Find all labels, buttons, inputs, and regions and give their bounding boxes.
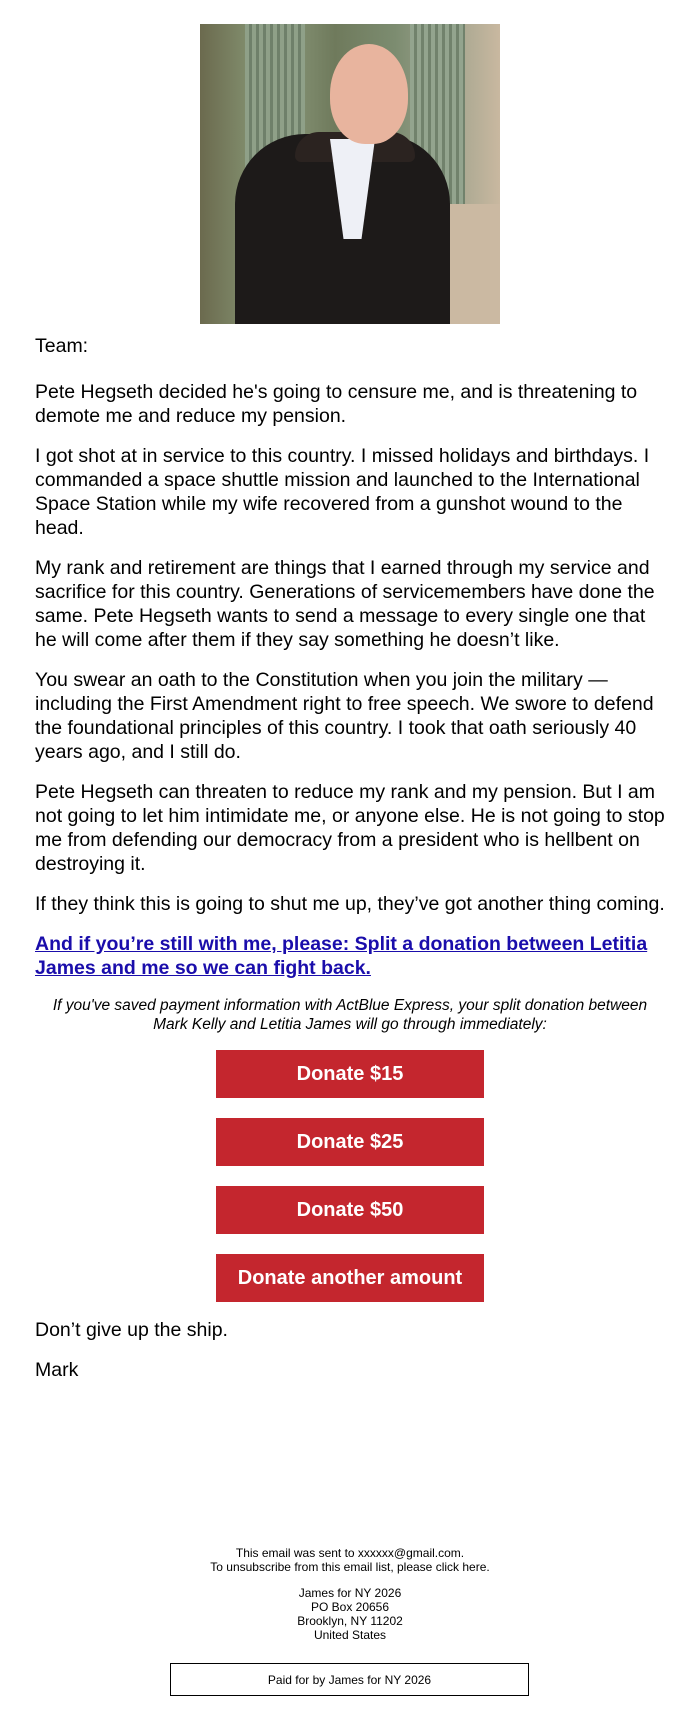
donate-25-button[interactable]: Donate $25 <box>216 1118 484 1166</box>
donate-buttons <box>35 1050 665 1302</box>
paid-for-disclaimer: Paid for by James for NY 2026 <box>170 1663 529 1696</box>
address-line: James for NY 2026 <box>298 1586 402 1600</box>
paragraph: You swear an oath to the Constitution when you join the military — including the First Amendment right to free speech. We swore to defend the foundational principles of this country. I took that oath seriously 40 years ago, and I still do. <box>35 669 654 763</box>
paragraph: Pete Hegseth decided he's going to censure me, and is threatening to demote me and reduce my pension. <box>35 381 638 427</box>
greeting: Team: <box>35 335 89 357</box>
address-line: Brooklyn, NY 11202 <box>297 1614 403 1628</box>
paragraph: I got shot at in service to this country. I missed holidays and birthdays. I commanded a space shuttle mission and launched to the International Space Station while my wife recovered from a gunshot wound to the head. <box>35 445 650 539</box>
paragraph: My rank and retirement are things that I earned through my service and sacrifice for this country. Generations of servicemembers have done the same. Pete Hegseth wants to send a message to every single one that he will come after them if they say something he doesn’t like. <box>35 557 655 651</box>
candidate-photo <box>200 24 500 324</box>
donate-other-button[interactable]: Donate another amount <box>216 1254 484 1302</box>
paragraph: If they think this is going to shut me up, they’ve got another thing coming. <box>35 893 665 915</box>
email-body <box>35 334 665 1398</box>
email-footer <box>0 1546 700 1654</box>
address-line: PO Box 20656 <box>310 1600 390 1614</box>
address-line: United States <box>313 1628 387 1642</box>
closing: Don’t give up the ship. <box>35 1319 228 1341</box>
unsubscribe-link[interactable]: To unsubscribe from this email list, please click here. <box>210 1560 490 1574</box>
signature: Mark <box>35 1359 79 1381</box>
sent-to-text: This email was sent to xxxxxx@gmail.com. <box>235 1546 465 1560</box>
donate-15-button[interactable]: Donate $15 <box>216 1050 484 1098</box>
donate-50-button[interactable]: Donate $50 <box>216 1186 484 1234</box>
donate-split-link[interactable]: And if you’re still with me, please: Split a donation between Letitia James and me so we can fight back. <box>35 933 648 979</box>
mailing-address <box>0 1586 700 1642</box>
actblue-express-note: If you've saved payment information with ActBlue Express, your split donation between Mark Kelly and Letitia James will go through immediately: <box>52 997 648 1033</box>
paragraph: Pete Hegseth can threaten to reduce my rank and my pension. But I am not going to let him intimidate me, or anyone else. He is not going to stop me from defending our democracy from a president who is hellbent on destroying it. <box>35 781 665 875</box>
